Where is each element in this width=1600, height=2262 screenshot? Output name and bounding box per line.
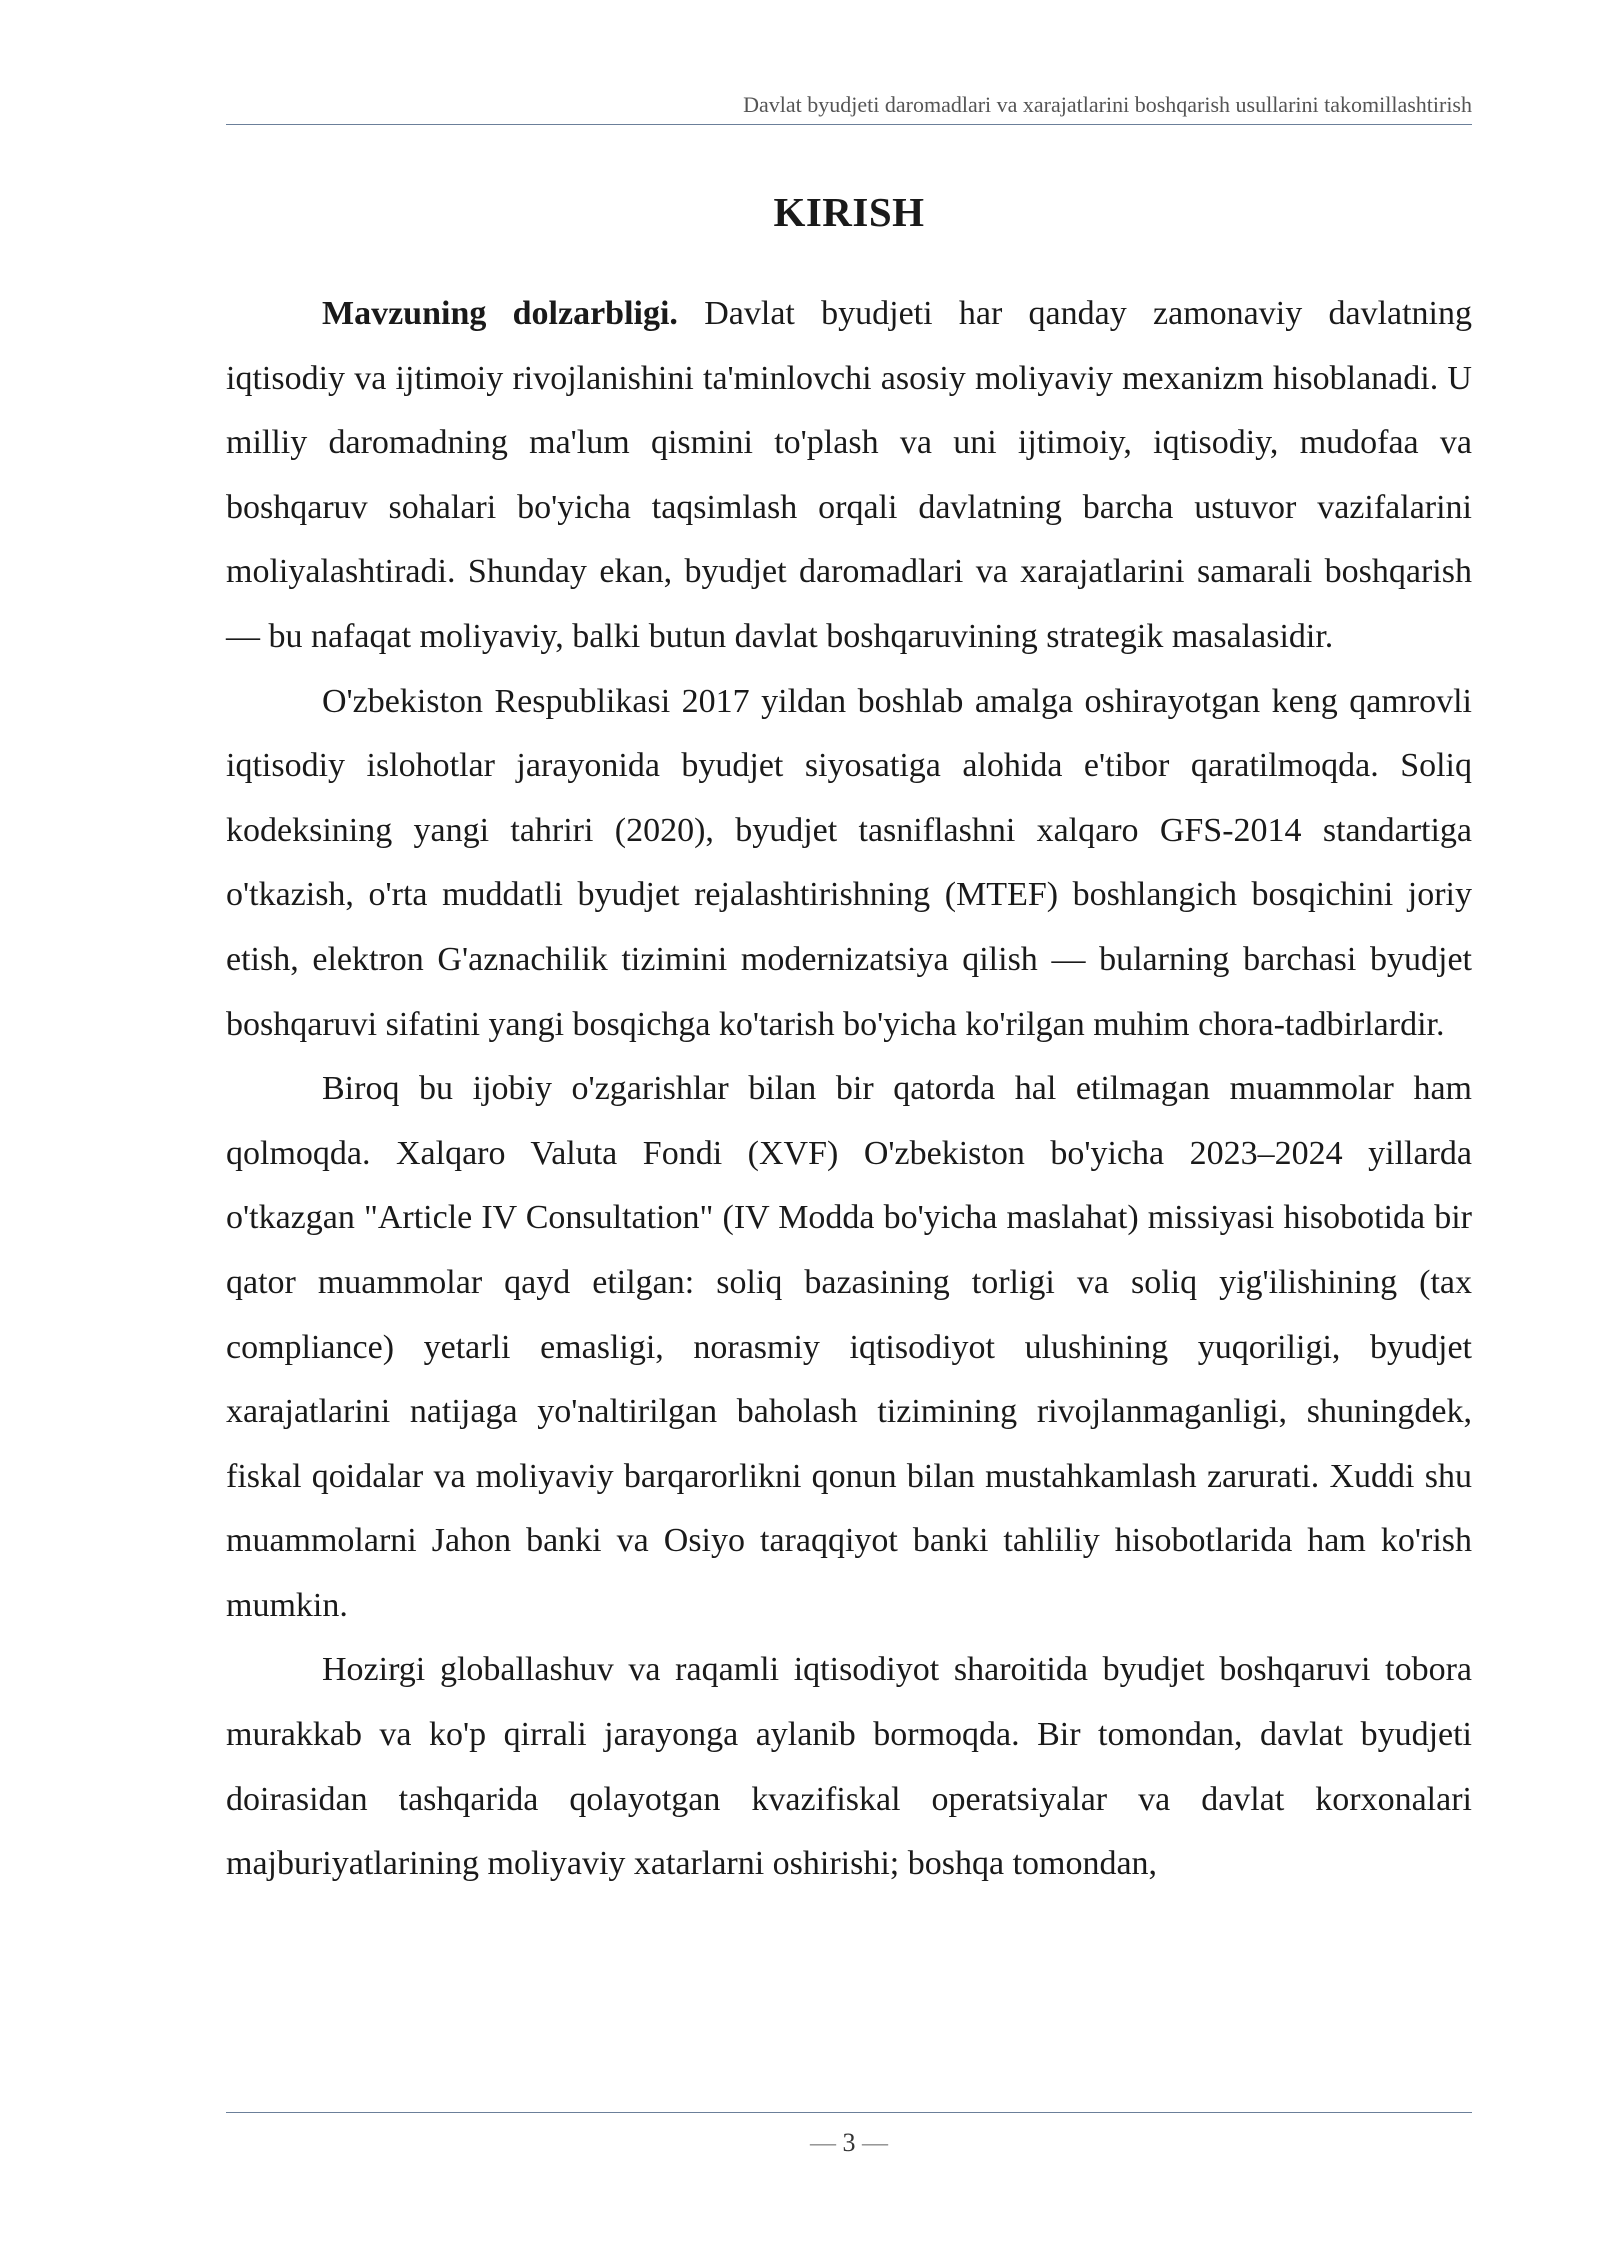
paragraph-relevance xyxy=(226,282,1472,670)
paragraph-reforms: O'zbekiston Respublikasi 2017 yildan boshlab amalga oshirayotgan keng qamrovli iqtisodiy islohotlar jarayonida byudjet siyosatiga alohida e'tibor qaratilmoqda. Soliq kodeksining yangi tahriri (2020), byudjet tasniflashni xalqaro GFS-2014 standartiga o'tkazish, o'rta muddatli byudjet rejalashtirishning (MTEF) boshlangich bosqichini joriy etish, elektron G'aznachilik tizimini modernizatsiya qilish — bularning barchasi byudjet boshqaruvi sifatini yangi bosqichga ko'tarish bo'yicha ko'rilgan muhim chora-tadbirlardir. xyxy=(226,682,1472,1043)
paragraph-text: Davlat byudjeti har qanday zamonaviy davlatning iqtisodiy va ijtimoiy rivojlanishini ta'minlovchi asosiy moliyaviy mexanizm hisoblanadi. U milliy daromadning ma'lum qismini to'plash va uni ijtimoiy, iqtisodiy, mudofaa va boshqaruv sohalari bo'yicha taqsimlash orqali davlatning barcha ustuvor vazifalarini moliyalashtiradi. Shunday ekan, byudjet daromadlari va xarajatlarini samarali boshqarish — bu nafaqat moliyaviy, balki butun davlat boshqaruvining strategik masalasidir. xyxy=(226,295,1473,655)
body-text xyxy=(226,282,1472,1897)
page-number xyxy=(226,2128,1472,2158)
page-number-value: 3 xyxy=(842,2128,856,2157)
page-number-dash-right: — xyxy=(862,2128,888,2157)
paragraph-problems: Biroq bu ijobiy o'zgarishlar bilan bir qatorda hal etilmagan muammolar ham qolmoqda. Xalqaro Valuta Fondi (XVF) O'zbekiston bo'yicha 2023–2024 yillarda o'tkazgan "Article IV Consultation" (IV Modda bo'yicha maslahat) missiyasi hisobotida bir qator muammolar qayd etilgan: soliq bazasining torligi va soliq yig'ilishining (tax compliance) yetarli emasligi, norasmiy iqtisodiyot ulushining yuqoriligi, byudjet xarajatlarini natijaga yo'naltirilgan baholash tizimining rivojlanmaganligi, shuningdek, fiskal qoidalar va moliyaviy barqarorlikni qonun bilan mustahkamlash zarurati. Xuddi shu muammolarni Jahon banki va Osiyo taraqqiyot banki tahliliy hisobotlarida ham ko'rish mumkin. xyxy=(226,1070,1472,1624)
page-title: KIRISH xyxy=(773,189,925,235)
running-header: Davlat byudjeti daromadlari va xarajatlarini boshqarish usullarini takomillashtirish xyxy=(743,92,1472,117)
paragraph-lead: Mavzuning dolzarbligi. xyxy=(322,295,678,332)
paragraph-globalization: Hozirgi globallashuv va raqamli iqtisodiyot sharoitida byudjet boshqaruvi tobora murakkab va ko'p qirrali jarayonga aylanib bormoqda. Bir tomondan, davlat byudjeti doirasidan tashqarida qolayotgan kvazifiskal operatsiyalar va davlat korxonalari majburiyatlarining moliyaviy xatarlarni oshirishi; boshqa tomondan, xyxy=(226,1651,1472,1883)
footer-divider xyxy=(226,2112,1472,2113)
header-divider xyxy=(226,124,1472,125)
page-number-dash-left: — xyxy=(810,2128,836,2157)
